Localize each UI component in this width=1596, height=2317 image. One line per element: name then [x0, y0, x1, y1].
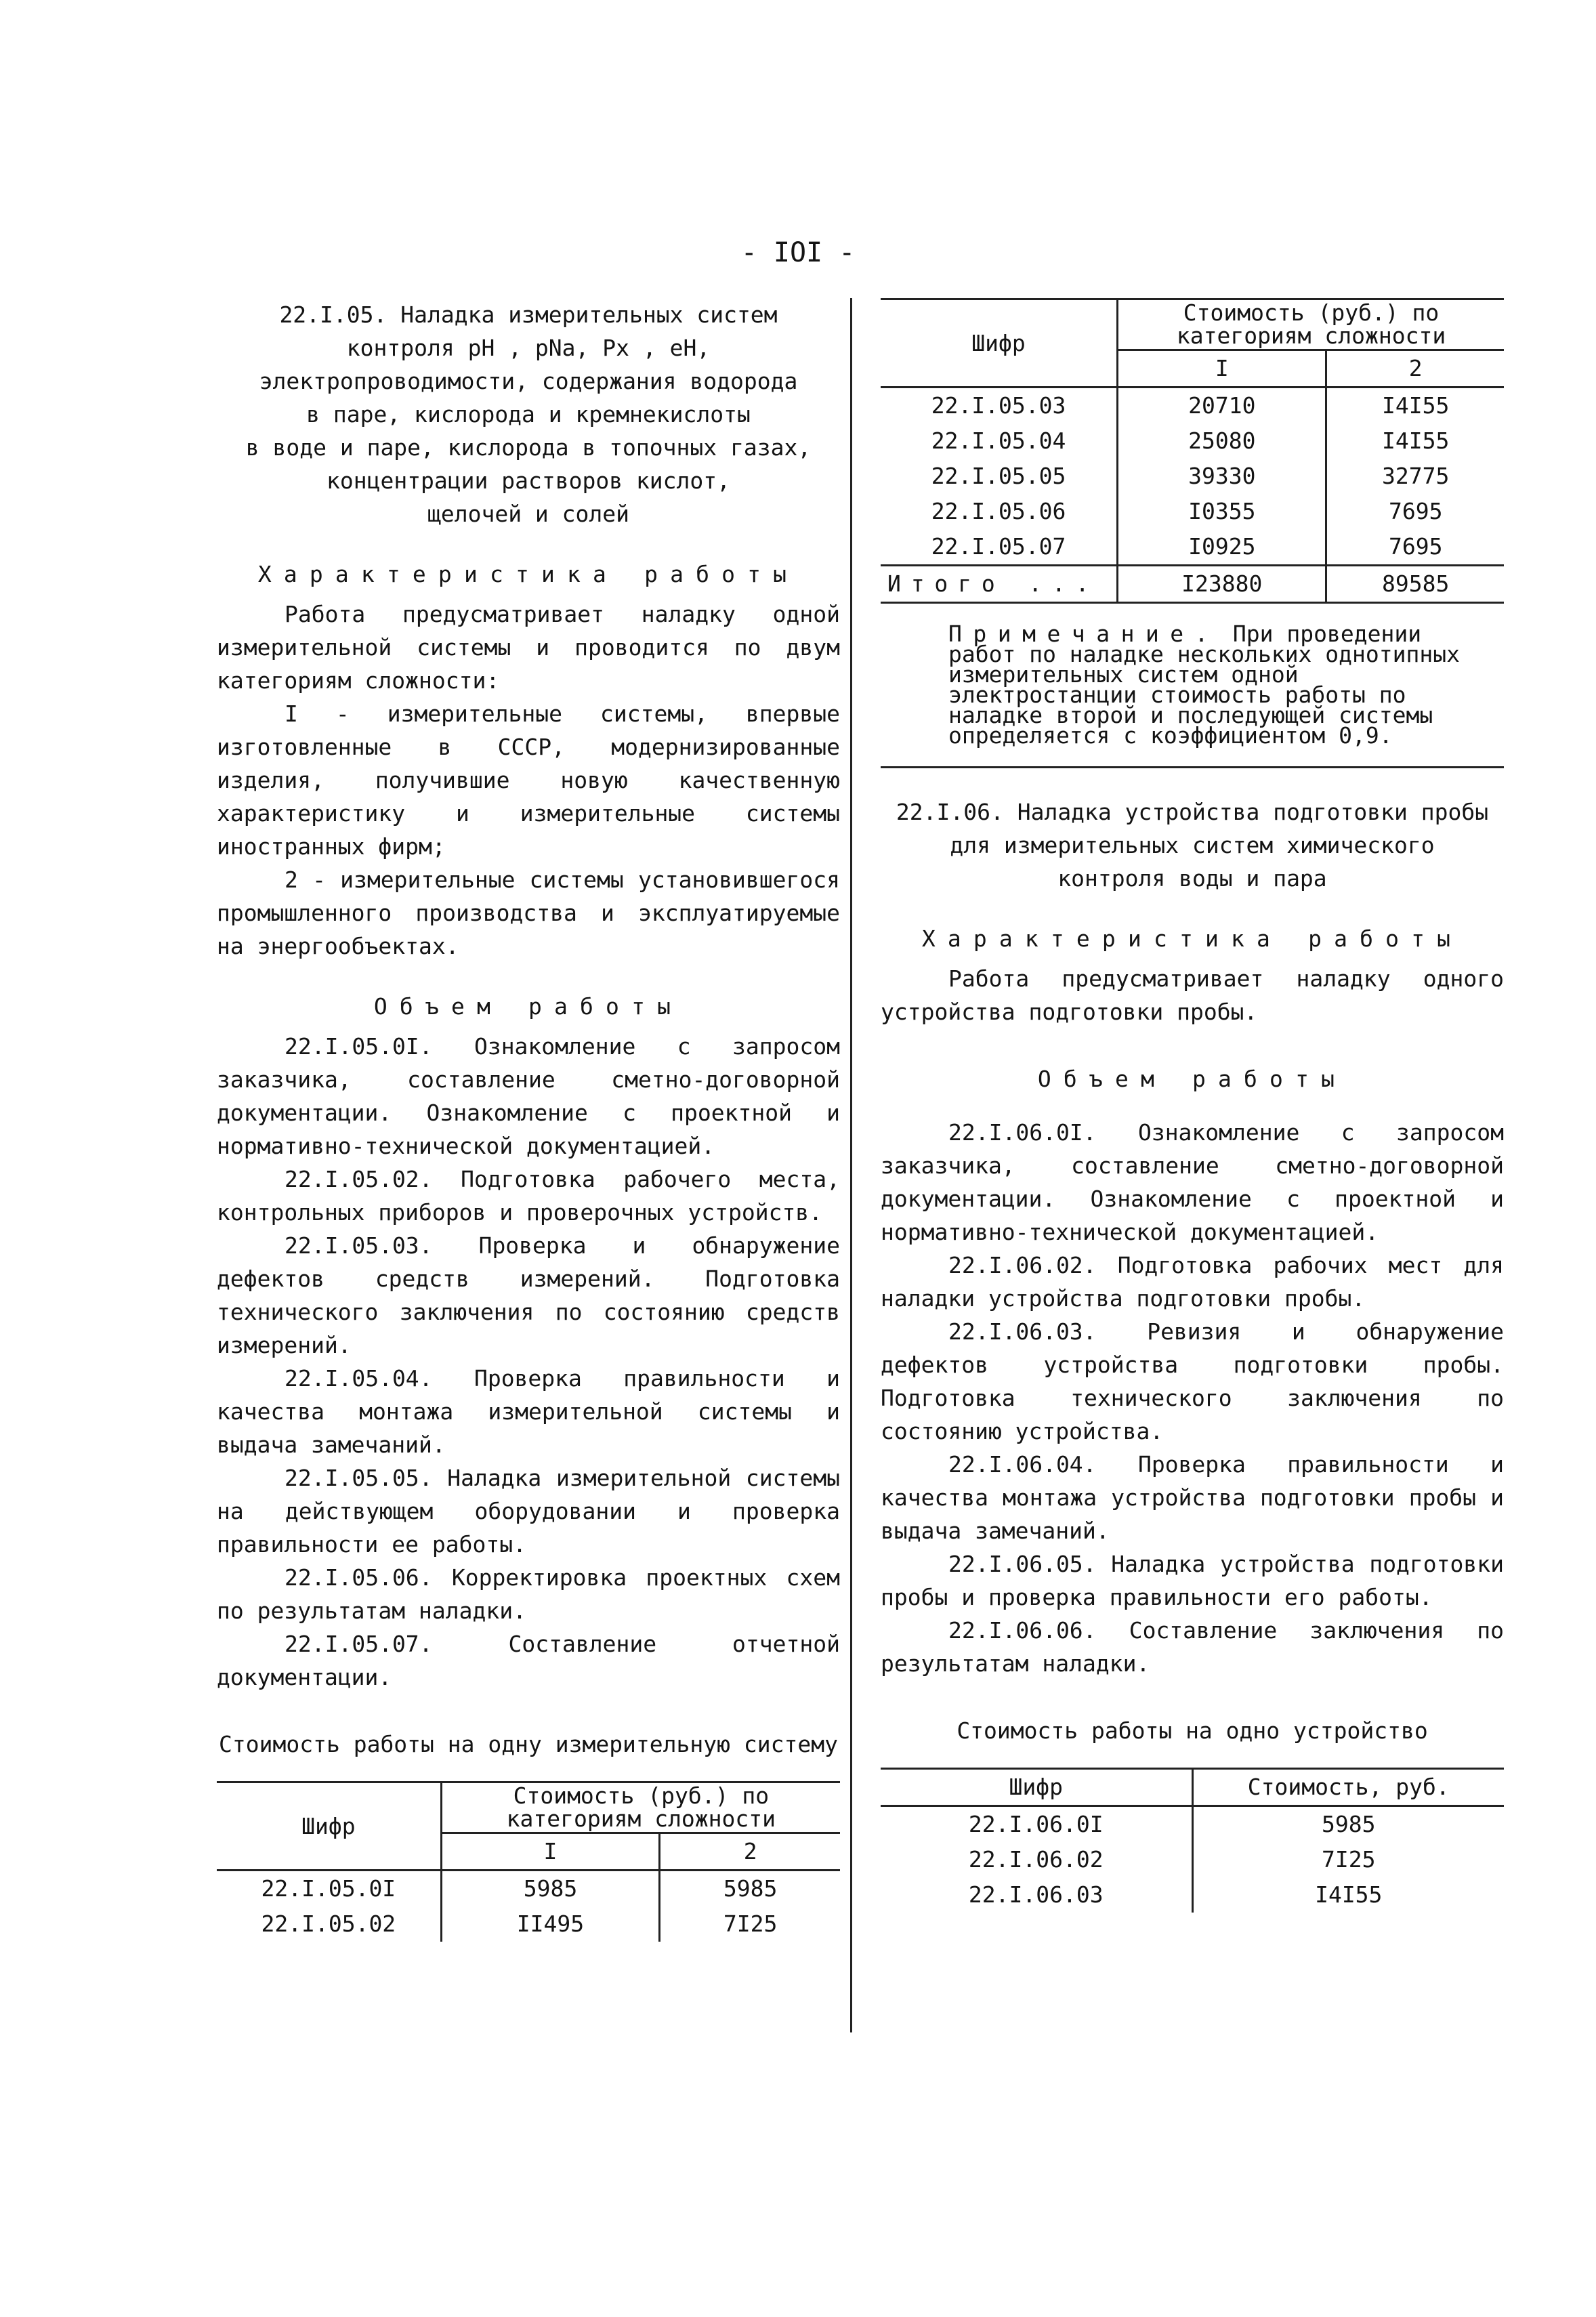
- cost-table-left: [217, 1781, 840, 1942]
- scope-item: 22.I.05.02. Подготовка рабочего места, контрольных приборов и проверочных устройств.: [217, 1166, 840, 1226]
- title-line: контроля pH , pNa, Px , eH,: [346, 335, 711, 361]
- cell-code: 22.I.05.04: [931, 427, 1066, 454]
- paragraph: Работа предусматривает наладку одного устройства подготовки пробы.: [881, 965, 1504, 1025]
- cell-cost-2: 7695: [1326, 529, 1504, 566]
- total-cost-1: I23880: [1118, 566, 1326, 603]
- cell-code: 22.I.05.06: [931, 498, 1066, 524]
- header-cost: Стоимость (руб.) по категориям сложности: [1118, 299, 1504, 350]
- scope-item: 22.I.05.0I. Ознакомление с запросом заказчика, составление сметно-договорной документации. Ознакомление с проектной и нормативно-технической документацией.: [217, 1033, 840, 1159]
- title-line: щелочей и солей: [427, 501, 629, 527]
- left-column: [217, 298, 840, 1942]
- right-column: [881, 298, 1504, 1913]
- cell-cost-2: 32775: [1326, 459, 1504, 494]
- table-row: [881, 529, 1504, 566]
- scope-item: 22.I.06.02. Подготовка рабочих мест для наладки устройства подготовки пробы.: [881, 1252, 1504, 1312]
- header-code: Шифр: [971, 329, 1026, 356]
- cell-cost-1: I0355: [1118, 494, 1326, 529]
- column-divider: [850, 298, 852, 2032]
- scope-item: 22.I.06.03. Ревизия и обнаружение дефектов устройства подготовки пробы. Подготовка технического заключения по состоянию устройства.: [881, 1318, 1504, 1444]
- scope-item: 22.I.05.07. Составление отчетной документации.: [217, 1631, 840, 1690]
- cell-cost-2: I4I55: [1326, 388, 1504, 424]
- characteristics-heading: Характеристика работы: [921, 925, 1463, 952]
- table-row: [881, 388, 1504, 424]
- cell-cost: 5985: [1192, 1806, 1504, 1843]
- cell-cost-1: 20710: [1118, 388, 1326, 424]
- cost-table-right: [881, 298, 1504, 604]
- cost-table-device: [881, 1768, 1504, 1913]
- total-cost-2: 89585: [1326, 566, 1504, 603]
- title-line: электропроводимости, содержания водорода: [259, 368, 798, 394]
- cell-cost-2: 7I25: [660, 1906, 840, 1942]
- header-category-2: 2: [1326, 350, 1504, 388]
- table-row: [881, 1842, 1504, 1877]
- title-line: 22.I.05. Наладка измерительных систем: [279, 301, 778, 328]
- cell-cost-1: II495: [441, 1906, 660, 1942]
- header-category-2: 2: [660, 1833, 840, 1871]
- note-text: При проведении работ по наладке нескольких однотипных измерительных систем одной электростанции стоимость работы по наладке второй и последующей системы определяется с коэффициентом 0,9.: [948, 621, 1460, 749]
- scope-item: 22.I.06.04. Проверка правильности и качества монтажа устройства подготовки пробы и выдача замечаний.: [881, 1451, 1504, 1544]
- title-line: 22.I.06. Наладка устройства подготовки пробы: [896, 799, 1489, 825]
- page-number: - IOI -: [740, 237, 856, 268]
- paragraph: Работа предусматривает наладку одной измерительной системы и проводится по двум категориям сложности:: [217, 601, 840, 694]
- cost-caption: Стоимость работы на одну измерительную систему: [219, 1731, 838, 1757]
- cell-cost-1: 39330: [1118, 459, 1326, 494]
- total-label: Итого ...: [887, 570, 1099, 597]
- scope-heading: Объем работы: [373, 993, 684, 1020]
- header-code: Шифр: [301, 1812, 356, 1839]
- header-code: Шифр: [1009, 1774, 1063, 1800]
- table-note: [881, 617, 1504, 768]
- cell-cost-1: I0925: [1118, 529, 1326, 566]
- header-cost: Стоимость (руб.) по категориям сложности: [441, 1782, 840, 1833]
- scope-item: 22.I.06.0I. Ознакомление с запросом заказчика, составление сметно-договорной документации. Ознакомление с проектной и нормативно-технической документацией.: [881, 1119, 1504, 1245]
- paragraph: I - измерительные системы, впервые изготовленные в СССР, модернизированные изделия, получившие новую качественную характеристику и измерительные системы иностранных фирм;: [217, 701, 840, 860]
- title-line: контроля воды и пара: [1057, 865, 1327, 892]
- cell-cost-1: 5985: [441, 1871, 660, 1907]
- characteristics-heading: Характеристика работы: [257, 561, 799, 587]
- section-title-22-1-06: [881, 795, 1504, 895]
- cell-code: 22.I.05.0I: [261, 1875, 396, 1902]
- scope-item: 22.I.05.06. Корректировка проектных схем по результатам наладки.: [217, 1564, 840, 1624]
- cell-code: 22.I.06.03: [968, 1881, 1104, 1908]
- cell-cost-1: 25080: [1118, 423, 1326, 459]
- scope-item: 22.I.06.05. Наладка устройства подготовки пробы и проверка правильности его работы.: [881, 1551, 1504, 1610]
- table-total-row: [881, 566, 1504, 603]
- table-row: [217, 1906, 840, 1942]
- table-row: [881, 423, 1504, 459]
- table-row: [881, 1806, 1504, 1843]
- cost-caption: Стоимость работы на одно устройство: [957, 1717, 1428, 1744]
- title-line: концентрации растворов кислот,: [326, 467, 731, 494]
- note-heading: Примечание.: [948, 621, 1220, 647]
- header-category-1: I: [1118, 350, 1326, 388]
- cell-code: 22.I.05.05: [931, 463, 1066, 489]
- cell-code: 22.I.05.03: [931, 392, 1066, 419]
- cell-code: 22.I.05.07: [931, 533, 1066, 560]
- paragraph: 2 - измерительные системы установившегося промышленного производства и эксплуатируемые на энергообъектах.: [217, 867, 840, 959]
- cell-cost-2: I4I55: [1326, 423, 1504, 459]
- header-category-1: I: [441, 1833, 660, 1871]
- scope-item: 22.I.05.03. Проверка и обнаружение дефектов средств измерений. Подготовка технического заключения по состоянию средств измерений.: [217, 1232, 840, 1358]
- cell-cost: 7I25: [1192, 1842, 1504, 1877]
- scope-item: 22.I.05.04. Проверка правильности и качества монтажа измерительной системы и выдача замечаний.: [217, 1365, 840, 1458]
- cell-cost-2: 5985: [660, 1871, 840, 1907]
- scope-item: 22.I.05.05. Наладка измерительной системы на действующем оборудовании и проверка правильности ее работы.: [217, 1465, 840, 1558]
- title-line: для измерительных систем химического: [950, 832, 1435, 858]
- title-line: в паре, кислорода и кремнекислоты: [306, 401, 751, 427]
- cell-cost-2: 7695: [1326, 494, 1504, 529]
- scope-heading: Объем работы: [1037, 1066, 1347, 1092]
- table-row: [881, 1877, 1504, 1913]
- title-line: в воде и паре, кислорода в топочных газах,: [245, 434, 812, 461]
- section-title-22-1-05: [217, 298, 840, 530]
- cell-code: 22.I.05.02: [261, 1911, 396, 1937]
- scope-item: 22.I.06.06. Составление заключения по результатам наладки.: [881, 1617, 1504, 1677]
- table-row: [881, 494, 1504, 529]
- header-cost: Стоимость, руб.: [1192, 1769, 1504, 1806]
- table-row: [881, 459, 1504, 494]
- cell-cost: I4I55: [1192, 1877, 1504, 1913]
- table-row: [217, 1871, 840, 1907]
- cell-code: 22.I.06.02: [968, 1846, 1104, 1873]
- cell-code: 22.I.06.0I: [968, 1811, 1104, 1837]
